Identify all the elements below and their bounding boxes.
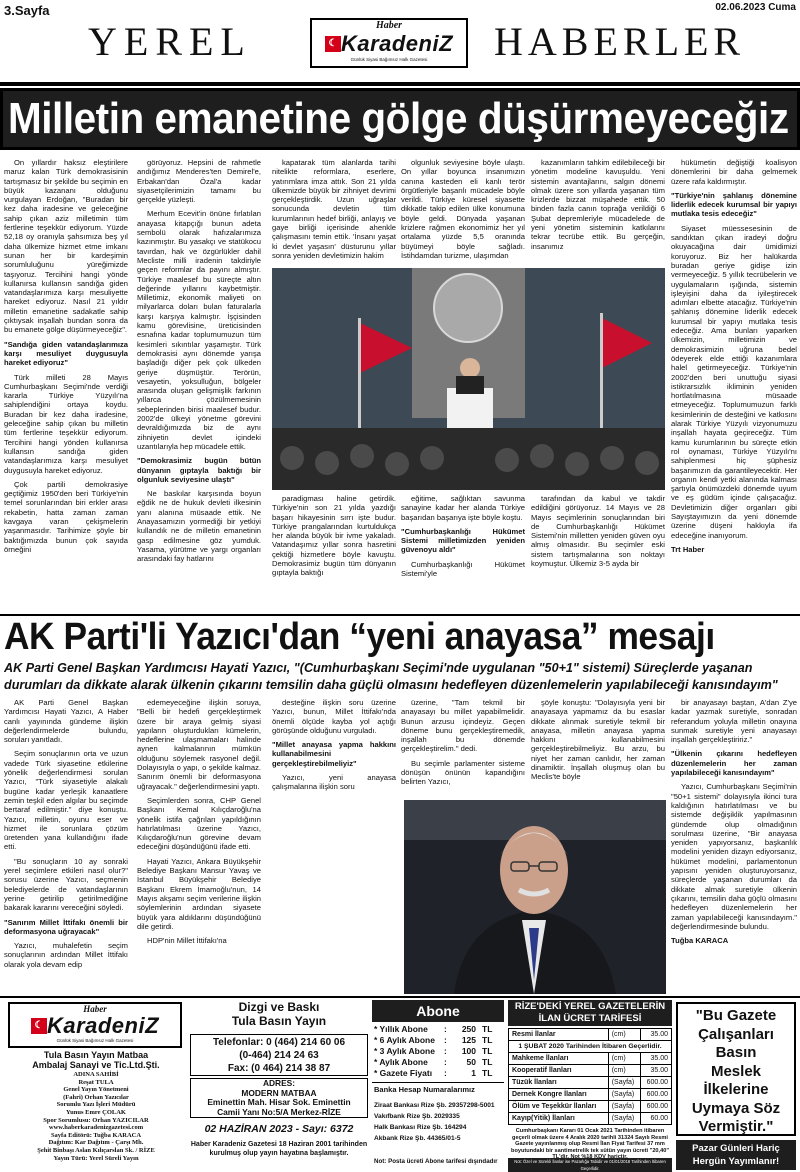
- abone-row: * 6 Aylık Abone : 125 TL: [374, 1035, 493, 1045]
- article2-col2: edemeyeceğine ilişkin soruya, "Belli bir hedefi gerçekleştirmek üzere bir araya gelmiş siyasi yapıların oluşturdukları kümelerin, hedeflerine ulaşmamaları halinde aynen kalmalarının mümkün olduğunu söylemek rasyonel değil. Dolayısıyla o yapı, o şekilde kalmaz. Sanırım önemli bir deformasyona uğrayacak." değerlendirmesini yaptı. Seçimlerden sonra, CHP Genel Başkanı Kemal Kılıçdaroğlu'na yönelik istifa çağrıları yapıldığının hatırlatılması üzerine Yazıcı, Kılıçdaroğlu'nun görevine devam edeceğini düşündüğünü ifade etti. Hayati Yazıcı, Ankara Büyükşehir Belediye Başkanı Mansur Yavaş ve İstanbul Büyükşehir Belediye Başkanı Ekrem İmamoğlu'nun, 14 Mayıs akşamı seçim verilerine ilişkin söylemlerinin ardından siyasete büyük yara aldıklarını düşündüğünü dile getirdi. HDP'nin Millet İttifakı'na: [137, 698, 261, 946]
- tariff-row: Tüzük İlanları (Sayfa) 600.00: [509, 1077, 672, 1089]
- article2-col5: şöyle konuştu: "Dolayısıyla yeni bir anayasaya yapmamız da bu esaslar dikkate alınmak suretiyle tekmil bir anayasa, milletin anayasa yapma hakkını kullanabilmesini gerçekleştirebilmeliyiz. Bu arzu, bu niyet her zaman canlıdır, her zaman dinamiktir. İnşallah oluşmuş olan bu Meclis'te böyle: [531, 698, 665, 782]
- headline-1: Milletin emanetine gölge düşürmeyeceğiz: [8, 94, 789, 143]
- tariff-title: RİZE'DEKİ YEREL GAZETELERİN İLAN ÜCRET TARİFESİ: [508, 1000, 672, 1026]
- abone-row: * 3 Aylık Abone : 100 TL: [374, 1046, 493, 1056]
- publication-days: Pazar Günleri Hariç Hergün Yayımlanır!: [676, 1140, 796, 1170]
- headline-2: AK Parti'li Yazıcı'dan “yeni anayasa” mesajı: [4, 616, 715, 658]
- tariff-row: Kayıp(Yitik) İlanları (Sayfa) 60.00: [509, 1113, 672, 1125]
- article1-col3b: paradigması haline getirdik. Türkiye'nin son 21 yılda yazdığı başarı hikayesinin sırrı işte budur. Türkiye prangalarından kurtuldukça her alanda büyük bir ivme yakaladı. Vatandaşımız yıllar sonra hasretini çektiği hizmetlere böyle kavuştu. Demokrasimiz bugün tüm dünyanın gıptayla baktığı: [272, 494, 396, 578]
- tariff-row: Mahkeme İlanları (cm) 35.00: [509, 1053, 672, 1065]
- portrait-image: [404, 800, 666, 994]
- article2-col6: bir anayasayı baştan, A'dan Z'ye kadar yazmak suretiyle, sonradan referandum yoluyla milletin onayına sunmak suretiyle yeni anayasayı inşallah gerçekleştiririz." "Ülkenin çıkarını hedefleyen düzenlemelerin her zaman yapılabileceği kanısındayım" Yazıcı, Cumhurbaşkanı Seçimi'nin "50+1 sistemi" dolayısıyla ikinci tura kaldığının hatırlatılması ve bu sistemde değişiklik yapılmasının gündemde olup olmadığının sorulması üzerine, "Bir anayasa yeniden yapıyorsanız, başkanlık modelini yeniden dizayn ediyorsanız, hükümet modelini, parlamentonun yapısını yeniden oluşturuyorsanız, süreçlerde yaşanan durumları da dikkate almak suretiyle ülkenin çıkarını, temsilin daha güçlü olmasını hedefleyen düzenlemelerin her zaman yapılabileceği kanısındayım." değerlendirmesinde bulundu. Tuğba KARACA: [671, 698, 797, 946]
- address-box: ADRES: MODERN MATBAA Eminettin Mah. Hisar Sok. Eminettin Camii Yanı No:5/A Merkez-RİZE: [190, 1078, 368, 1118]
- masthead-logo: Haber ☾ KaradeniZ Günlük Siyasi Bağımsız Halk Gazetesi: [310, 18, 468, 68]
- article1-col4b: eğitime, sağlıktan savunma sanayine kadar her alanda Türkiye başarıdan başarıya işte böyle koştu. "Cumhurbaşkanlığı Hükümet Sistemi milletimizden yeniden güvenoyu aldı" Cumhurbaşkanlığı Hükümet Sistemi'yle: [401, 494, 525, 579]
- bank-list: Ziraat Bankası Rize Şb. 29357298-5001 Vakıfbank Rize Şb. 2029335 Halk Bankası Rize Şb. 164294 Akbank Rize Şb. 44365/01-5: [374, 1102, 495, 1142]
- header-right-word: HABERLER: [494, 19, 746, 64]
- article1-col4: olgunluk seviyesine böyle ulaştı. On yıllar boyunca insanımızın canına kasteden eli kanlı terör örgütleriyle başarılı mücadele böyle verildi. Türkiye küresel siyasette dikkatle takip edilen ülke konumuna böyle geldi. Dünyada yaşanan krizlere rağmen ekonomimiz her yıl ortalama yüzde 5,5 oranında büyümeyi böyle sağladı. İstihdamdan turizme, ulaşımdan: [401, 158, 525, 260]
- article2-photo: [404, 800, 666, 994]
- tariff-row: Dernek Kongre İlanları (Sayfa) 600.00: [509, 1089, 672, 1101]
- article2-col4: üzerine, "Tam tekmil bir anayasayı bu millet yapabilmelidir. Bunun arzusu içindeyiz. Geçen döneme bunu gerçekleştiremedik, inşallah bu dönemde gerçekleştirelim." dedi. Bu seçimle parlamenter sisteme dönüşün önünün kapandığını belirten Yazıcı,: [401, 698, 525, 787]
- article2-col3: desteğine ilişkin soru üzerine Yazıcı, bunun, Millet İttifakı'nda önemli ölçüde kayba yol açtığı görüşünde olduğunu vurguladı. "Millet anayasa yapma hakkını kullanabilmesini gerçekleştirebilmeliyiz" Yazıcı, yeni anayasa çalışmalarına ilişkin soru: [272, 698, 396, 792]
- tariff-foot: Not: Özel ve Sürekli İlanlar ise Pazarlığa Tabidir ve 01/01/2018 Tarihinden İtibaren Geçerlidir.: [508, 1158, 672, 1172]
- publisher-info: Tula Basın Yayın Matbaa Ambalaj Sanayi ve Tic.Ltd.Şti. ADINA SAHİBİ Reşat TULA Genel Yayın Yönetmeni (Fahri) Orhan Yazıcılar Sorumlu Yazı İşleri Müdürü Yunus Emre ÇOLAK Spor Sorumlusu: Orhan YAZICILAR www.haberkaradenizgazetesi.com Sayfa Editörü: Tuğba KARACA Dağıtım: Kar Dağıtım - Çarşı Mh. Şehit Binbaşı Aslan Kılıçarslan Sk. / RİZE Yayın Türü: Yerel Süreli Yayın: [4, 1050, 188, 1162]
- article1-photo: [272, 268, 665, 490]
- bank-note: Not: Posta ücreti Abone tarifesi dışındadır: [374, 1158, 498, 1165]
- website-link[interactable]: www.haberkaradenizgazetesi.com: [48, 1124, 144, 1132]
- bank-title: Banka Hesap Numaralarımız: [374, 1085, 475, 1094]
- footer-logo: Haber ☾ KaradeniZ Günlük Siyasi Bağımsız Halk Gazetesi: [8, 1002, 182, 1048]
- header-left-word: YEREL: [88, 19, 252, 64]
- abone-row: * Gazete Fiyatı : 1 TL: [374, 1068, 493, 1078]
- flag-icon: ☾: [325, 36, 341, 52]
- abone-row: * Yıllık Abone : 250 TL: [374, 1024, 493, 1034]
- tariff-row: Kooperatif İlanları (cm) 35.00: [509, 1065, 672, 1077]
- footer-rule: [0, 996, 800, 998]
- page-date: 02.06.2023 Cuma: [715, 2, 796, 13]
- print-title: Dizgi ve Baskı Tula Basın Yayın: [231, 1000, 327, 1028]
- flag-icon: ☾: [31, 1018, 47, 1034]
- issue-line: 02 HAZİRAN 2023 - Sayı: 6372: [204, 1123, 354, 1135]
- founded-note: Haber Karadeniz Gazetesi 18 Haziran 2001 tarihinden kurulmuş olup yayın hayatına başlamıştır.: [190, 1141, 368, 1157]
- tariff-row: Ölüm ve Teşekkür İlanları (Sayfa) 600.00: [509, 1101, 672, 1113]
- article1-col5b: tarafından da kabul ve takdir edildiğini görüyoruz. 14 Mayıs ve 28 Mayıs seçimlerinin sonuçlarından biri de Cumhurbaşkanlığı Hükümet Sistemi'nin milletten yeniden güven oyu almış olmasıdır. Bu seçimler eski sistem tartışmalarına son noktayı koymuştur. Ülkemiz 3-5 ayda bir: [531, 494, 665, 569]
- article2-col1: AK Parti Genel Başkan Yardımcısı Hayati Yazıcı, A Haber canlı yayınında gündeme ilişkin değerlendirmelerde bulundu, soruları yanıtladı. Seçim sonuçlarının orta ve uzun vadede Türk siyasetine etkilerine yönelik değerlendirmesi sorulan Yazıcı, "Türk siyasetiyle alakalı bugüne kadar yerleşik kanaatlere zemin teşkil eden algılar bu seçimde bertaraf edilmiştir." diye konuştu. Yazıcı, milletin, oyunu eser ve hizmet ile sorunlara çözüm üretenden yana kullandığını ifade etti. "Bu sonuçların 10 ay sonraki yerel seçimlere etkileri nasıl olur?" sorusu üzerine Yazıcı, seçmenin belediyelerde de vatandaşlarının yerine getirilip getirilmediğine bakarak kararını vereceğini söyledi. "Sanırım Millet İttifakı önemli bir deformasyona uğrayacak" Yazıcı, muhalefetin seçim sonuçlarının ardından Millet İttifakı olarak yola devam edip: [4, 698, 128, 969]
- tariff-row: Resmi İlanlar (cm) 35.00: [509, 1029, 672, 1041]
- article1-col5: kazanımların tahkim edilebileceği bir yönetim modeline kavuşuldu. Yeni sistemin avantajlarını, salgın dönemi olmak üzere son yıllarda yaşanan tüm krizlerde bizzat müşahede ettik. 50 binden fazla canın toprağa verildiği 6 Şubat depremleriyle mücadelede de yeni yönetim sisteminin katkılarını tekrar tecrübe ettik. Bu gerçeğin, insanımız: [531, 158, 665, 251]
- podium-scene-image: [272, 268, 665, 490]
- tariff-note: Cumhurbaşkanı Kararı 01 Ocak 2021 Tarihinden itibaren geçerli olmak üzere 4 Aralık 2020 tarihli 31324 Sayılı Resmi Gazete yayınlanmış olup Resmi İlan Fiyat Tarifesi 37 mm boyutundaki bir santimetrelik tek sütün yayın ücreti "20,40": [511, 1128, 669, 1154]
- page-number: 3.Sayfa: [4, 3, 50, 18]
- article2-subhead: AK Parti Genel Başkan Yardımcısı Hayati Yazıcı, "(Cumhurbaşkanı Seçimi'nde uygulanan "50+1" sistemi) Süreçlerde yaşanan durumları da dikkate alarak ülkenin çıkarını temsilin daha güçlü olmasını hedefleyen düzenlemelerin yapılabileceği kanısındayım": [4, 661, 778, 692]
- phones-box: Telefonlar: 0 (464) 214 60 06 (0-464) 214 24 63 Fax: (0 464) 214 38 87: [190, 1034, 368, 1076]
- abone-divider: [372, 1082, 504, 1083]
- abone-row: * Aylık Abone : 50 TL: [374, 1057, 493, 1067]
- abone-title: Abone: [372, 1000, 504, 1022]
- motto-box: "Bu Gazete Çalışanları Basın Meslek İlkelerine Uymaya Söz Vermiştir.": [676, 1002, 796, 1136]
- abone-table: [374, 1024, 504, 1079]
- article1-col6: hükümetin değiştiği koalisyon dönemlerini bir daha gelmemek üzere rafa kaldırmıştır. "Türkiye'nin şahlanış dönemine liderlik edecek kurumsal bir yapıyı mutlaka tesis edeceğiz" Siyaset müessesesinin de sandıktan çıkan iradeyi doğru okuyacağına dair ümidimizi koruyoruz. Biz her halükarda buradan geriye gidişe izin vermeyeceğiz. 5 yıllık tecrübelerin ve uygulamaların ışığında, sistemin işleyişini daha da iyileştirecek adımları elbette atacağız. Türkiye'nin şahlanış dönemine liderlik edecek kurumsal bir yapıyı mutlaka tesis edeceğiz. Ama bunları yaparken ülkemizin, milletimizin ve demokrasimizin uğruna bedel ödeyerek elde ettiği kazanımlara halel getirmeyeceğiz. Türkiye'nin 2002'den beri unuttuğu siyasi istikrarsızlık ikliminin yeniden hortlatılmasına müsaade etmeyeceğiz. Toplumumuzun farklı kesimlerinin de desteğini ve katkısını alarak Türkiye Yüzyılı vizyonumuzu inşallah hayata geçireceğiz. Tüm kamu kurumlarının bu süreçte etkin rol oynaması, Türkiye Yüzyılı'nı sahiplenmesi hiç şüphesiz başarımızın da garantileyecektir. Her organın kendi yetki alanında kalması şartıyla önümüzdeki dönemde uyum ve eş güdüm içinde çalışacağız. Devletimizin diğer organları gibi Sayıştayımızın da yeni dönemde üzerine düşeni hakkıyla ifa edeceğine inanıyorum. Trt Haber: [671, 158, 797, 554]
- header-rule: [0, 82, 800, 86]
- article1-col2: görüyoruz. Hepsini de rahmetle andığımız Menderes'ten Demirel'e, Erbakan'dan Özal'a kadar siyasetçilerimizin tamamı bu gerçekle yüzleşti. Merhum Ecevit'in önüne fırlatılan anayasa kitapçığı bunun adeta sembolü olarak hafızalarımıza kazınmıştır. Bu yasakçı ve statükocu tavırdan, hak ve özgürlükler dahil Mecliste milli iradenin takdiriyle geçen reformlar da payını almıştır. Türkiye maalesef bu süreçte altın değerinde yıllarını kaybetmiştir. Milletimiz, ekonomik maliyeti on milyarlarca doları bulan faturalarla karşı karşıya kalmıştır. İşçisinden kamu görevlisine, üreticisinden esnafına kadar toplumumuzun tüm kesimleri sıkıntılar yaşamıştır. Türk demokrasisi aynı dönemde yarışa başladığı diğer pek çok ülkeden geriye düşmüştür. Terörün, vesayetin, yoksulluğun, bölgeler arasında oluşan gelişmişlik farkının yıllarca çözülmemesinin sebeplerinden birisi maalesef budur. 2002'de ülkeyi yönetme görevini devraldığımızda biz de aynı zihniyetin devlet içindeki uzantılarıyla hep mücadele ettik. "Demokrasimiz bugün bütün dünyanın gıptayla baktığı bir olgunluk seviyesine ulaştı" Ne baskılar karşısında boyun eğdik ne de hukuk devleti ilkesinin yanı alanına müsaade ettik. Ne Anayasamızın yormediği bir yetkiyi kullandık ne de milletin emanetinin gasp edilmesine göz yumduk. Yasama, yürütme ve yargı organları arasındaki fay hatlarını: [137, 158, 261, 564]
- article1-col3: kapatarak tüm alanlarda tarihi nitelikte reformlara, eserlere, yatırımlara imza attık. Son 21 yılda ülkemizde büyük bir zihniyet devrimi gerçekleştirdik. Uzun uğraşlar sonucunda devletin tüm kurumlarının hedef birliği, anlayış ve gaye birliği içerisinde ahenkle çalışmasını temin ettik. 'İnsanı yaşat ki devlet yaşasın' düsturunu yıllar sonra yeniden devletimizin hakim: [272, 158, 396, 260]
- tariff-table: Resmi İlanlar (cm) 35.00 1 ŞUBAT 2020 Tarihinden İtibaren Geçerlidir. Mahkeme İlanları (cm) 35.00 Kooperatif İlanları (cm) 35.00 Tüzük İlanları (Sayfa) 600.00 Dernek Kongre İlanları (Sayfa) 600.00 Ölüm ve Teşekkür İlanları (Sayfa) 600.00 Kayıp(Yitik) İlanları (Sayfa) 60.00: [508, 1028, 672, 1125]
- article1-col1: On yıllardır haksız eleştirilere maruz kalan Türk demokrasisinin tartışmasız bir şekilde bu seçimin en büyük kazananı olduğunu vurgulayan Erdoğan, "Buradan bir kez daha iradesine ve geleceğine sahip çıkan aziz milletimin tüm fertlerine teşekkür ediyorum. Yüzde 52,18 oy oranıyla şahsımıza beş yıl daha ülkemize hizmet etme imkanı sunan her bir kardeşimin sorumluluğunu yüreğimizde taşıyoruz. Tercihini hangi yönde kullanırsa kullansın sandığa giden vatandaşlarımıza karşı mesuliyette hareket ediyoruz. Nasıl 21 yıldır milletin emanetine sadakatle sahip çıktıysak inşallah bundan sonra da bu emanete gölge düşürmeyeceğiz". "Sandığa giden vatandaşlarımıza karşı mesuliyet duygusuyla hareket ediyoruz" Türk milleti 28 Mayıs Cumhurbaşkanı Seçimi'nde verdiği kararla Türkiye Yüzyılı'na sahiplendiğini ortaya koydu. Buradan bir kez daha iradesine, geleceğine sahip çıkan bu milletin tüm fertlerine teşekkür ediyorum. Tercihini hangi yönden kullanırsa kullansın sandığa giden vatandaşlarımıza karşı mesuliyet duygusuyla hareket ediyoruz. Çok partili demokrasiye geçtiğimiz 1950'den beri Türkiye'nin temel sorunlarından biri erkler arası rekabetin, hatta zaman zaman kavgaya varan çekişmelerin yaşanmasıdır. Tarihimize şöyle bir baktığımızda bunun çok sayıda örneğini: [4, 158, 128, 554]
